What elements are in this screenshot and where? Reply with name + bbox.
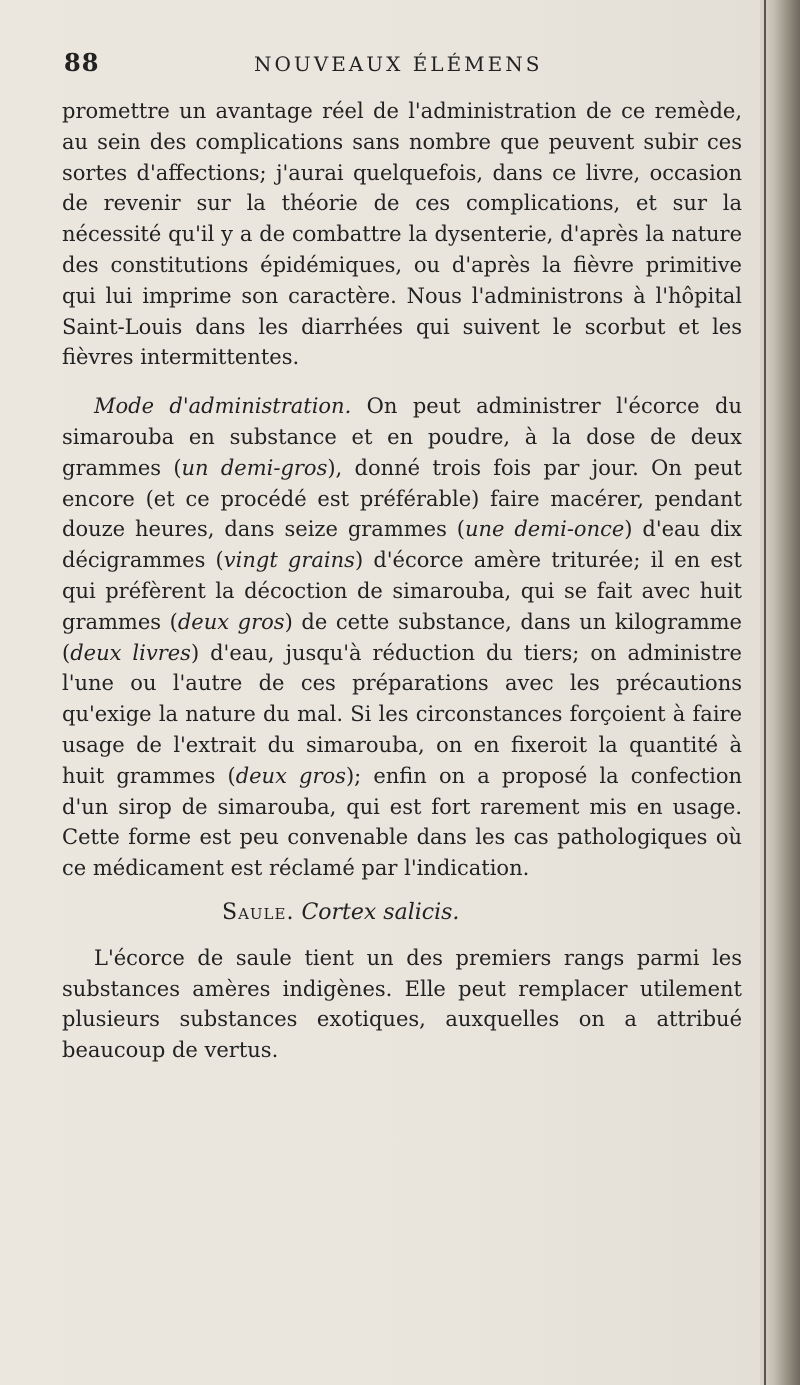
text-run: ) de cette substance, dans un kilogramme ( xyxy=(62,609,742,665)
paragraph-saule: L'écorce de saule tient un des premiers rangs parmi les substances amères indigènes. Elle peut remplacer utilement plusieurs substances exotiques, auxquelles on a attribué beaucoup de vertus. xyxy=(62,945,742,1063)
section-latin-name: Cortex salicis. xyxy=(301,899,460,925)
text-run: On peut administrer l'écorce du simarouba en substance et en poudre, à la dose de deux grammes ( xyxy=(62,394,742,480)
text-run: ) d'eau dix décigrammes ( xyxy=(62,517,742,573)
paragraph-administration xyxy=(62,391,742,884)
section-title xyxy=(62,898,742,929)
text-run: ); enfin on a proposé la confection d'un sirop de simarouba, qui est fort rarement mis en usage. Cette forme est peu convenable dans les cas pathologiques où ce médicament est réclamé par l'indication. xyxy=(62,763,742,881)
running-title: NOUVEAUX ÉLÉMENS xyxy=(254,52,543,76)
page-header xyxy=(64,48,704,82)
text-run: ) d'eau, jusqu'à réduction du tiers; on administre l'une ou l'autre de ces préparations avec les précautions qu'exige la nature du mal. Si les circonstances forçoient à faire usage de l'extrait du simarouba, on en fixeroit la quantité à huit grammes ( xyxy=(62,640,742,788)
italic-measure: vingt grains xyxy=(223,548,355,573)
administration-heading: Mode d'administration. xyxy=(94,394,352,419)
paragraph-continuation: promettre un avantage réel de l'administration de ce remède, au sein des complications sans nombre que peuvent subir ces sortes d'affections; j'aurai quelquefois, dans ce livre, occasion de revenir sur la théorie de ces complications, et sur la nécessité qu'il y a de combattre la dysenterie, d'après la nature des constitutions épidémiques, ou d'après la fièvre primitive qui lui imprime son caractère. Nous l'administrons à l'hôpital Saint-Louis dans les diarrhées qui suivent le scorbut et les fièvres intermittentes. xyxy=(62,99,742,370)
section-name: Saule. xyxy=(222,899,295,925)
italic-measure: un demi-gros xyxy=(181,455,328,480)
gutter-edge xyxy=(764,0,766,1385)
italic-measure: deux gros xyxy=(177,609,285,634)
italic-measure: deux gros xyxy=(235,763,346,788)
text-run: ), donné trois fois par jour. On peut encore (et ce procédé est préférable) faire macérer, pendant douze heures, dans seize grammes ( xyxy=(62,455,742,542)
italic-measure: une demi-once xyxy=(464,517,625,542)
page-number: 88 xyxy=(64,48,100,77)
book-gutter xyxy=(760,0,800,1385)
text-run: ) d'écorce amère triturée; il en est qui préfèrent la décoction de simarouba, qui se fait avec huit grammes ( xyxy=(62,548,742,634)
italic-measure: deux livres xyxy=(70,640,191,665)
body-text xyxy=(62,96,742,1066)
